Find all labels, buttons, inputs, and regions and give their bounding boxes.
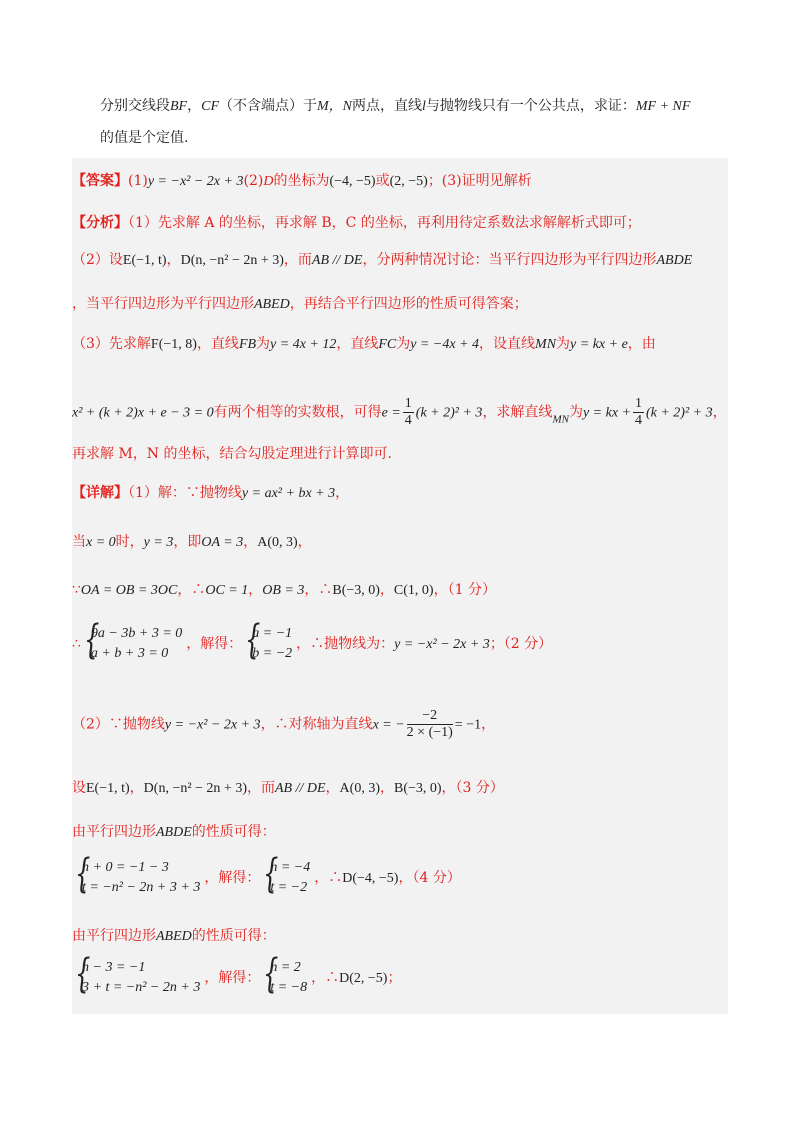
a-eq: x² + (k + 2)x + e − 3 = 0 — [72, 405, 214, 421]
detail-line-1 — [72, 482, 349, 504]
sys-row: n = −4 — [270, 860, 311, 875]
d-eq: y = −x² − 2x + 3 — [394, 637, 490, 652]
a-eq: y = kx + e — [570, 337, 628, 352]
q-mn: M，N — [317, 99, 352, 114]
frac-num: 1 — [634, 396, 642, 411]
answer-text: 的坐标为 — [273, 173, 330, 189]
sys-row: 9a − 3b + 3 = 0 — [90, 626, 183, 641]
a-fc: FC — [378, 337, 397, 352]
answer-eq: y = −x² − 2x + 3 — [147, 174, 244, 189]
a-text: ，由 — [627, 336, 656, 352]
a-text: 为 — [396, 336, 411, 352]
d-text: ，∴ — [314, 870, 343, 886]
fraction — [633, 396, 644, 429]
a-text: ，直线 — [336, 336, 379, 352]
d-text: ， — [129, 780, 144, 796]
q-text: 两点，直线 — [352, 98, 422, 114]
q-bf: BF — [170, 99, 188, 114]
d-text: ， — [481, 716, 496, 733]
d-text: ，即 — [173, 534, 202, 550]
equation-system — [72, 851, 201, 898]
sys-row: a = −1 — [252, 626, 293, 641]
d-text: 的性质可得： — [191, 824, 276, 840]
a-text: 为 — [256, 336, 271, 352]
answer-coord: (2, −5) — [389, 174, 428, 189]
detail-label: 【详解】 — [72, 484, 128, 500]
d-text: ，（4 分） — [398, 870, 461, 886]
d-abde: ABDE — [156, 825, 192, 840]
d-coord: C(1, 0) — [393, 583, 434, 598]
a-text: 为 — [568, 404, 583, 421]
sys-row: n + 0 = −1 − 3 — [82, 860, 169, 875]
d-eq: y = 3 — [143, 535, 174, 550]
d-text: ，而 — [247, 780, 275, 796]
analysis-line-4 — [72, 334, 656, 355]
d-eq: x = − — [372, 717, 405, 733]
d-eq: OA = 3 — [201, 535, 244, 550]
d-text: ，∴ — [304, 582, 333, 598]
d-text: ，解得： — [186, 636, 243, 652]
d-text: 设 — [72, 780, 86, 796]
sys-row: a + b + 3 = 0 — [90, 646, 169, 661]
d-text: ∵ — [72, 582, 81, 598]
d-text: （1）解：∵抛物线 — [128, 485, 242, 501]
a-text: ， — [712, 404, 727, 421]
a-eq: y = 4x + 12 — [270, 337, 337, 352]
d-text: ， — [379, 582, 394, 598]
a-text: ，设直线 — [479, 336, 536, 352]
detail-line-3 — [72, 580, 496, 601]
answer-part: (2) — [243, 173, 264, 189]
d-text: ，（3 分） — [441, 780, 504, 796]
a-coord: F(−1, 8) — [150, 337, 197, 352]
question-line-2: 的值是个定值. — [100, 130, 189, 146]
q-text: 与抛物线只有一个公共点，求证： — [425, 98, 636, 114]
a-text: 为 — [556, 336, 571, 352]
d-text: ，∴ — [311, 970, 340, 986]
a-text: ，分两种情况讨论：当平行四边形为平行四边形 — [362, 252, 657, 268]
d-text: 的性质可得： — [191, 928, 276, 944]
detail-line-4 — [72, 617, 553, 664]
sys-row: b = −2 — [252, 646, 293, 661]
equation-system — [81, 617, 183, 664]
a-eq: y = −4x + 4 — [410, 337, 480, 352]
q-cf: CF — [201, 99, 219, 114]
d-coord: D(n, −n² − 2n + 3) — [143, 781, 247, 796]
d-coord: E(−1, t) — [86, 781, 130, 796]
question-line-1 — [100, 96, 690, 117]
d-text: ，∴对称轴为直线 — [260, 716, 373, 733]
answer-coord: (−4, −5) — [329, 174, 376, 189]
d-text: 时， — [115, 534, 144, 550]
detail-line-10 — [72, 951, 402, 998]
d-text: ；（2 分） — [489, 636, 553, 652]
d-par: AB // DE — [275, 781, 326, 796]
d-coord: D(2, −5) — [339, 971, 388, 986]
a-eq: (k + 2)² + 3 — [415, 405, 483, 421]
d-eq: x = 0 — [86, 535, 116, 550]
answer-line — [72, 170, 532, 192]
d-coord: B(−3, 0) — [393, 781, 442, 796]
fraction — [403, 396, 414, 429]
a-abde: ABDE — [656, 253, 693, 268]
a-text: ，而 — [283, 252, 312, 268]
q-sum: MF + NF — [635, 99, 691, 114]
d-text: ，解得： — [204, 870, 261, 886]
a-text: ，求解直线 — [482, 404, 553, 421]
detail-line-8 — [72, 851, 461, 898]
analysis-line-6: 再求解 M，N 的坐标，结合勾股定理进行计算即可. — [72, 446, 392, 462]
a-par: AB // DE — [311, 253, 363, 268]
d-text: ， — [248, 582, 263, 598]
a-text: 有两个相等的实数根，可得 — [213, 404, 382, 421]
d-coord: A(0, 3) — [257, 535, 298, 550]
sys-row: t = −2 — [270, 880, 308, 895]
a-mn: MN — [552, 413, 569, 426]
analysis-label: 【分析】 — [72, 214, 128, 230]
q-text: 分别交线段 — [100, 98, 170, 114]
equation-system — [72, 951, 201, 998]
d-text: ，（1 分） — [433, 582, 496, 598]
d-text: ，∴ — [177, 582, 206, 598]
a-mn: MN — [535, 337, 557, 352]
brace: { — [84, 617, 100, 663]
a-eq: (k + 2)² + 3 — [645, 405, 713, 421]
sys-row: t = −n² − 2n + 3 + 3 — [82, 880, 201, 895]
a-coord: D(n, −n² − 2n + 3) — [180, 253, 284, 268]
sys-row: t = −8 — [270, 980, 308, 995]
analysis-line-3 — [72, 294, 528, 315]
d-eq: OA = OB = 3OC — [80, 583, 178, 598]
d-coord: A(0, 3) — [339, 781, 380, 796]
detail-line-2 — [72, 532, 312, 553]
analysis-line-2 — [72, 250, 692, 271]
d-text: ∴ — [72, 636, 81, 652]
a-abed: ABED — [254, 297, 290, 312]
d-coord: B(−3, 0) — [332, 583, 380, 598]
frac-num: 1 — [404, 396, 412, 411]
d-eq: OC = 1 — [205, 583, 249, 598]
answer-text: 或 — [375, 173, 390, 189]
analysis-line-1 — [72, 212, 641, 233]
sys-row: 3 + t = −n² − 2n + 3 — [82, 980, 201, 995]
brace: { — [263, 851, 279, 897]
d-text: 当 — [72, 534, 86, 550]
detail-line-9 — [72, 926, 276, 947]
fraction — [407, 708, 453, 741]
answer-part: (1) — [128, 173, 148, 189]
equation-system — [242, 617, 293, 664]
d-text: ， — [325, 780, 340, 796]
d-text: 由平行四边形 — [72, 928, 156, 944]
d-abed: ABED — [156, 929, 192, 944]
detail-line-6 — [72, 778, 504, 799]
q-comma: ， — [187, 98, 202, 114]
detail-line-5 — [72, 708, 495, 741]
brace: { — [245, 617, 261, 663]
d-eq: y = ax² + bx + 3 — [241, 486, 336, 501]
sys-row: n = 2 — [270, 960, 301, 975]
d-text: ，解得： — [204, 970, 261, 986]
q-l: l — [422, 99, 426, 114]
frac-den: 4 — [404, 413, 412, 428]
analysis-line-5 — [72, 396, 727, 430]
d-text: ， — [379, 780, 394, 796]
brace: { — [75, 851, 91, 897]
a-eq: e = — [381, 405, 401, 421]
d-text: 由平行四边形 — [72, 824, 156, 840]
answer-text: ；(3)证明见解析 — [427, 173, 532, 189]
d-eq: = −1 — [454, 717, 482, 733]
frac-num: −2 — [407, 708, 453, 725]
frac-den: 4 — [634, 413, 642, 428]
a-text: （2）设 — [72, 252, 123, 268]
q-text: （不含端点）于 — [219, 98, 317, 114]
brace: { — [263, 951, 279, 997]
a-text: ，直线 — [196, 336, 239, 352]
detail-line-7 — [72, 822, 276, 843]
a-text: （3）先求解 — [72, 336, 151, 352]
analysis-text: （1）先求解 A 的坐标，再求解 B，C 的坐标，再利用待定系数法求解解析式即可； — [128, 215, 641, 231]
a-fb: FB — [238, 337, 257, 352]
frac-den: 2 × (−1) — [406, 725, 453, 740]
a-text: ， — [166, 252, 181, 268]
brace: { — [75, 951, 91, 997]
d-text: ， — [297, 534, 312, 550]
answer-d: D — [263, 174, 274, 189]
a-eq: y = kx + — [582, 405, 631, 421]
d-text: ； — [387, 970, 402, 986]
a-text: ，当平行四边形为平行四边形 — [72, 296, 254, 312]
d-text: ， — [243, 534, 258, 550]
d-eq: OB = 3 — [262, 583, 305, 598]
equation-system — [260, 851, 311, 898]
d-text: ， — [335, 485, 350, 501]
d-eq: y = −x² − 2x + 3 — [164, 717, 261, 733]
answer-label: 【答案】 — [72, 172, 128, 188]
a-coord: E(−1, t) — [122, 253, 167, 268]
d-coord: D(−4, −5) — [342, 871, 399, 886]
d-text: ，∴抛物线为： — [296, 636, 395, 652]
a-text: ，再结合平行四边形的性质可得答案； — [289, 296, 528, 312]
sys-row: n − 3 = −1 — [82, 960, 146, 975]
equation-system — [260, 951, 308, 998]
d-text: （2）∵抛物线 — [72, 716, 165, 733]
